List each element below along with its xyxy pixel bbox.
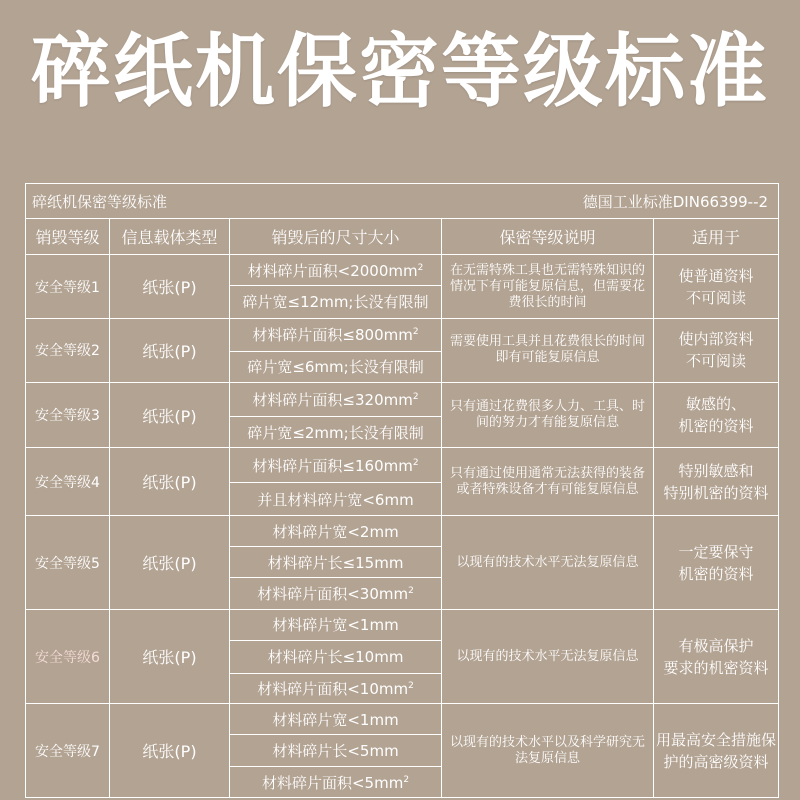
table-row (26, 448, 779, 483)
applicable-to-line: 机密的资料 (678, 564, 754, 583)
carrier-type-cell: 纸张(P) (110, 255, 230, 319)
security-description-cell: 需要使用工具并且花费很长的时间即有可能复原信息 (442, 318, 654, 382)
shred-size-spec: 材料碎片面积$<5mm^2$ (230, 767, 442, 798)
table-title-row (26, 184, 779, 219)
applicable-to-cell (654, 382, 779, 448)
carrier-type-cell: 纸张(P) (110, 609, 230, 704)
security-level-cell: 安全等级1 (26, 255, 110, 319)
shred-size-spec: 碎片宽≤6mm;长没有限制 (230, 351, 442, 382)
applicable-to-cell (654, 516, 779, 609)
carrier-type-cell: 纸张(P) (110, 448, 230, 516)
table-row (26, 255, 779, 286)
table-row (26, 609, 779, 640)
shred-size-spec: 材料碎片宽<1mm (230, 609, 442, 640)
shred-size-spec: 碎片宽≤2mm;长没有限制 (230, 416, 442, 448)
applicable-to-cell (654, 255, 779, 319)
security-level-cell: 安全等级6 (26, 609, 110, 704)
shred-size-spec: 材料碎片长<5mm (230, 735, 442, 767)
shred-size-spec: 材料碎片面积$<10mm^2$ (230, 673, 442, 704)
shred-size-spec: 碎片宽≤12mm;长没有限制 (230, 285, 442, 318)
table-row (26, 516, 779, 547)
applicable-to-line: 用最高安全措施保 (656, 730, 777, 749)
applicable-to-cell (654, 609, 779, 704)
table-row (26, 318, 779, 351)
shred-size-spec: 材料碎片面积$<30mm^2$ (230, 578, 442, 610)
applicable-to-line: 不可阅读 (686, 352, 747, 371)
shred-size-spec: 材料碎片宽<2mm (230, 516, 442, 547)
carrier-type-cell: 纸张(P) (110, 516, 230, 609)
applicable-to-line: 不可阅读 (686, 288, 747, 307)
header-carrier-type: 信息载体类型 (110, 219, 230, 255)
carrier-type-cell: 纸张(P) (110, 318, 230, 382)
applicable-to-line: 有极高保护 (678, 636, 754, 655)
shred-size-spec: 并且材料碎片宽<6mm (230, 483, 442, 516)
applicable-to-line: 特别机密的资料 (663, 483, 769, 502)
applicable-to-line: 使普通资料 (678, 266, 754, 285)
shredder-security-level-table (25, 183, 779, 798)
security-level-cell: 安全等级5 (26, 516, 110, 609)
header-shred-size: 销毁后的尺寸大小 (230, 219, 442, 255)
applicable-to-line: 使内部资料 (678, 330, 754, 349)
applicable-to-line: 要求的机密资料 (663, 658, 769, 677)
security-level-cell: 安全等级7 (26, 704, 110, 798)
applicable-to-line: 机密的资料 (678, 417, 754, 436)
security-level-cell: 安全等级2 (26, 318, 110, 382)
page-headline: 碎纸机保密等级标准 (31, 25, 769, 118)
security-description-cell: 以现有的技术水平以及科学研究无法复原信息 (442, 704, 654, 798)
applicable-to-line: 护的高密级资料 (663, 752, 769, 771)
header-security-description: 保密等级说明 (442, 219, 654, 255)
shred-size-spec: 材料碎片长≤15mm (230, 547, 442, 578)
shred-size-spec: 材料碎片面积$\le 800mm^2$ (230, 318, 442, 351)
shred-size-spec: 材料碎片长≤10mm (230, 640, 442, 673)
security-level-cell: 安全等级3 (26, 382, 110, 448)
security-description-cell: 只有通过使用通常无法获得的装备或者特殊设备才有可能复原信息 (442, 448, 654, 516)
standard-name: 德国工业标准DIN66399--2 (442, 184, 779, 219)
shred-size-spec: 材料碎片面积$<2000mm^2$ (230, 255, 442, 286)
applicable-to-line: 敏感的、 (686, 395, 747, 414)
applicable-to-cell (654, 448, 779, 516)
security-description-cell: 只有通过花费很多人力、工具、时间的努力才有能复原信息 (442, 382, 654, 448)
carrier-type-cell: 纸张(P) (110, 704, 230, 798)
applicable-to-line: 一定要保守 (678, 542, 754, 561)
security-description-cell: 在无需特殊工具也无需特殊知识的情况下有可能复原信息，但需要花费很长的时间 (442, 255, 654, 319)
applicable-to-cell (654, 318, 779, 382)
table-row (26, 704, 779, 735)
shred-size-spec: 材料碎片面积$\le 160mm^2$ (230, 448, 442, 483)
security-description-cell: 以现有的技术水平无法复原信息 (442, 516, 654, 609)
security-level-cell: 安全等级4 (26, 448, 110, 516)
table-title: 碎纸机保密等级标准 (26, 184, 442, 219)
applicable-to-cell (654, 704, 779, 798)
applicable-to-line: 特别敏感和 (678, 461, 754, 480)
header-applicable-to: 适用于 (654, 219, 779, 255)
shred-size-spec: 材料碎片面积$\le 320mm^2$ (230, 382, 442, 416)
security-description-cell: 以现有的技术水平无法复原信息 (442, 609, 654, 704)
carrier-type-cell: 纸张(P) (110, 382, 230, 448)
table-row (26, 382, 779, 416)
header-destruction-level: 销毁等级 (26, 219, 110, 255)
table-header-row (26, 219, 779, 255)
shred-size-spec: 材料碎片宽<1mm (230, 704, 442, 735)
